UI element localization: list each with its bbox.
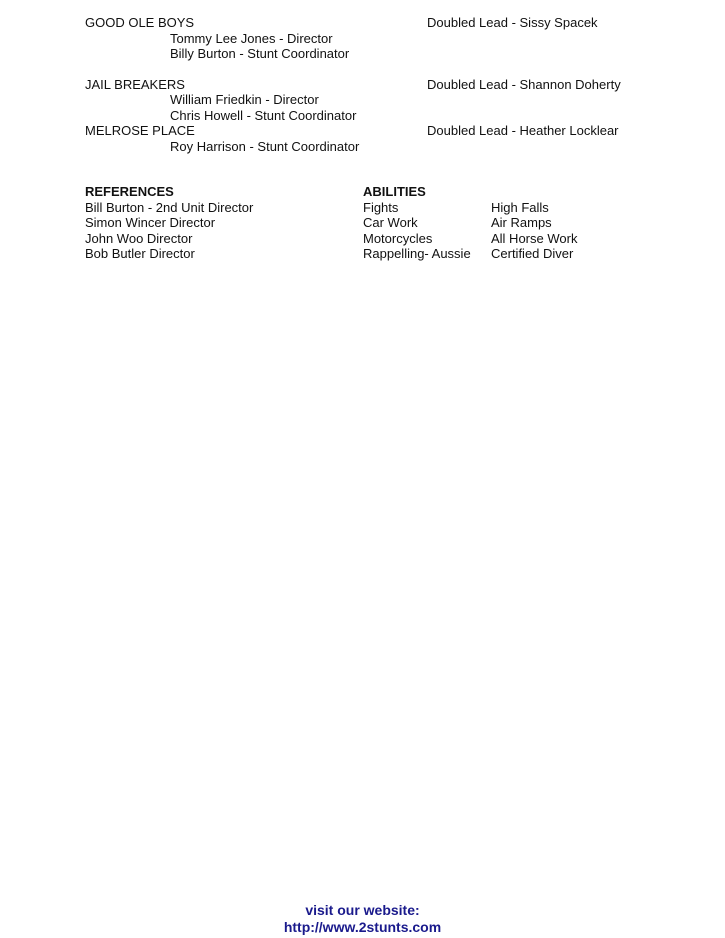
credit-person: Roy Harrison - Stunt Coordinator bbox=[170, 139, 360, 154]
ability-item: Car Work bbox=[363, 215, 418, 230]
reference-item: Bob Butler Director bbox=[85, 246, 195, 261]
credit-role: Doubled Lead - Sissy Spacek bbox=[427, 15, 598, 30]
credit-person: Chris Howell - Stunt Coordinator bbox=[170, 108, 357, 123]
abilities-heading: ABILITIES bbox=[363, 184, 426, 199]
ability-item: Fights bbox=[363, 200, 399, 215]
credit-title: JAIL BREAKERS bbox=[85, 77, 185, 92]
footer-website-link[interactable]: http://www.2stunts.com bbox=[283, 919, 442, 935]
ability-item: Motorcycles bbox=[363, 231, 433, 246]
ability-item: All Horse Work bbox=[491, 231, 578, 246]
ability-item: Certified Diver bbox=[491, 246, 574, 261]
credit-person: Billy Burton - Stunt Coordinator bbox=[170, 46, 350, 61]
footer-website-label: visit our website: bbox=[305, 902, 420, 918]
credit-title: MELROSE PLACE bbox=[85, 123, 195, 138]
credit-title: GOOD OLE BOYS bbox=[85, 15, 195, 30]
credit-role: Doubled Lead - Heather Locklear bbox=[427, 123, 619, 138]
credit-role: Doubled Lead - Shannon Doherty bbox=[427, 77, 621, 92]
ability-item: High Falls bbox=[491, 200, 549, 215]
references-heading: REFERENCES bbox=[85, 184, 174, 199]
ability-item: Air Ramps bbox=[491, 215, 552, 230]
ability-item: Rappelling- Aussie bbox=[363, 246, 471, 261]
reference-item: Simon Wincer Director bbox=[85, 215, 216, 230]
reference-item: Bill Burton - 2nd Unit Director bbox=[85, 200, 254, 215]
credit-person: William Friedkin - Director bbox=[170, 92, 319, 107]
credit-person: Tommy Lee Jones - Director bbox=[170, 31, 333, 46]
reference-item: John Woo Director bbox=[85, 231, 193, 246]
